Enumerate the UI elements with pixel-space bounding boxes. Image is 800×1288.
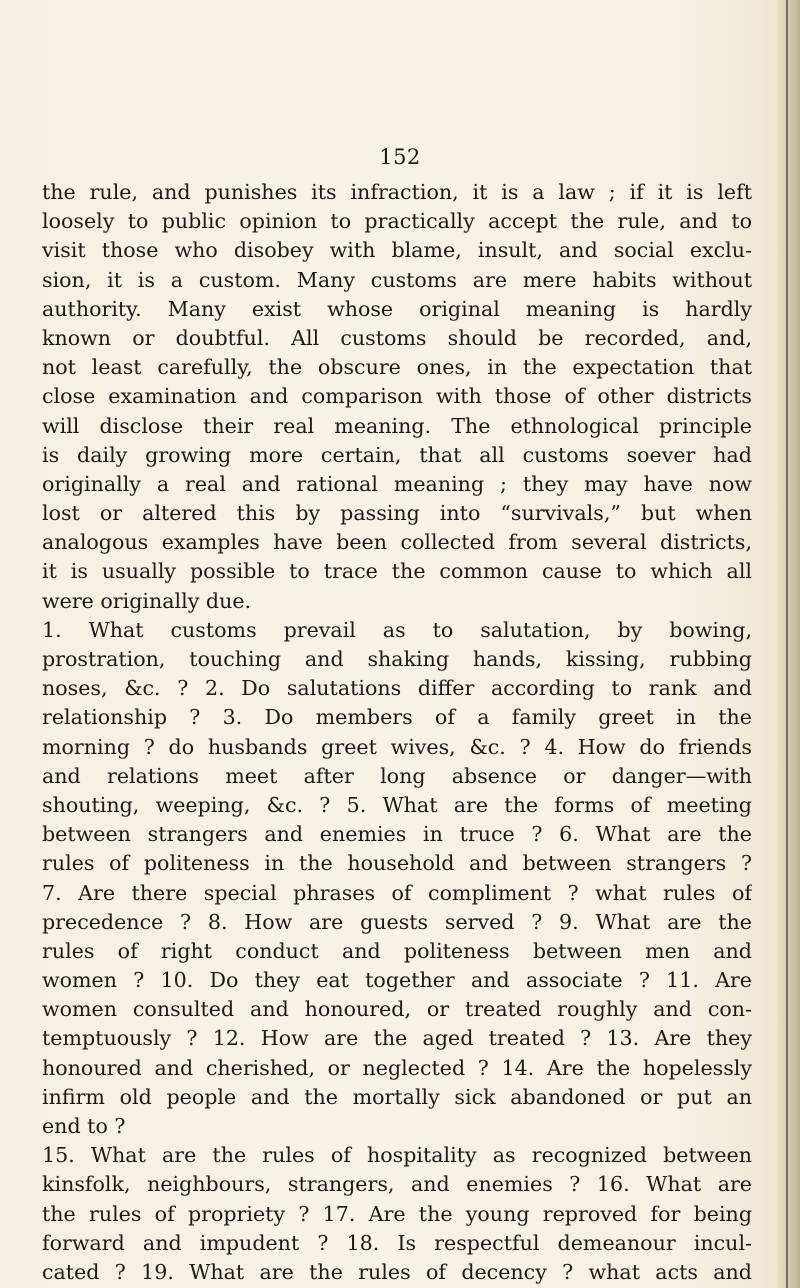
text-line: known or doubtful. All customs should be recorded, and, xyxy=(42,325,752,350)
text-line: women ? 10. Do they eat together and associate ? 11. Are xyxy=(42,968,752,993)
text-line: noses, &c. ? 2. Do salutations differ according to rank and xyxy=(42,676,752,701)
text-line: it is usually possible to trace the common cause to which all xyxy=(42,559,752,584)
text-line: not least carefully, the obscure ones, in the expectation that xyxy=(42,355,752,380)
text-line: the rule, and punishes its infraction, it is a law ; if it is left xyxy=(42,180,752,204)
text-line: sion, it is a custom. Many customs are mere habits without xyxy=(42,267,752,292)
text-line: prostration, touching and shaking hands, kissing, rubbing xyxy=(42,647,752,671)
body-text xyxy=(42,178,752,1287)
text-line: relationship ? 3. Do members of a family greet in the xyxy=(42,705,752,730)
text-line: were originally due. xyxy=(42,588,252,613)
text-line: visit those who disobey with blame, insult, and social exclu- xyxy=(42,238,752,263)
text-line: 15. What are the rules of hospitality as recognized between xyxy=(42,1143,752,1168)
text-line: analogous examples have been collected from several districts, xyxy=(42,530,752,555)
text-line: is daily growing more certain, that all customs soever had xyxy=(42,442,752,467)
text-line: women consulted and honoured, or treated roughly and con- xyxy=(42,997,752,1022)
text-line: infirm old people and the mortally sick abandoned or put an xyxy=(42,1084,752,1109)
text-line: shouting, weeping, &c. ? 5. What are the forms of meeting xyxy=(42,792,752,817)
text-line: lost or altered this by passing into “survivals,” but when xyxy=(42,501,752,526)
text-line: originally a real and rational meaning ; they may have now xyxy=(42,471,752,496)
text-line: will disclose their real meaning. The ethnological principle xyxy=(42,413,752,438)
text-line: close examination and comparison with those of other districts xyxy=(42,384,752,409)
page-gutter xyxy=(778,0,800,1288)
text-line: the rules of propriety ? 17. Are the young reproved for being xyxy=(42,1201,752,1226)
text-line: loosely to public opinion to practically accept the rule, and to xyxy=(42,209,752,234)
text-line: 1. What customs prevail as to salutation, by bowing, xyxy=(42,617,752,642)
text-line: 7. Are there special phrases of compliment ? what rules of xyxy=(42,880,752,905)
text-line: kinsfolk, neighbours, strangers, and enemies ? 16. What are xyxy=(42,1172,752,1197)
text-line: and relations meet after long absence or danger—with xyxy=(42,763,752,788)
text-line: between strangers and enemies in truce ? 6. What are the xyxy=(42,822,752,847)
text-line: rules of right conduct and politeness between men and xyxy=(42,938,752,963)
text-line: cated ? 19. What are the rules of decency ? what acts and xyxy=(42,1259,752,1284)
gutter-edge-line xyxy=(786,0,788,1288)
text-line: precedence ? 8. How are guests served ? 9. What are the xyxy=(42,909,752,934)
text-line: end to ? xyxy=(42,1114,126,1138)
text-line: morning ? do husbands greet wives, &c. ? 4. How do friends xyxy=(42,734,752,759)
text-line: honoured and cherished, or neglected ? 14. Are the hopelessly xyxy=(42,1055,752,1080)
text-line: authority. Many exist whose original meaning is hardly xyxy=(42,296,752,321)
text-line: rules of politeness in the household and between strangers ? xyxy=(42,851,752,876)
text-line: forward and impudent ? 18. Is respectful demeanour incul- xyxy=(42,1230,752,1255)
page-number: 152 xyxy=(379,145,421,169)
text-line: temptuously ? 12. How are the aged treated ? 13. Are they xyxy=(42,1026,752,1051)
